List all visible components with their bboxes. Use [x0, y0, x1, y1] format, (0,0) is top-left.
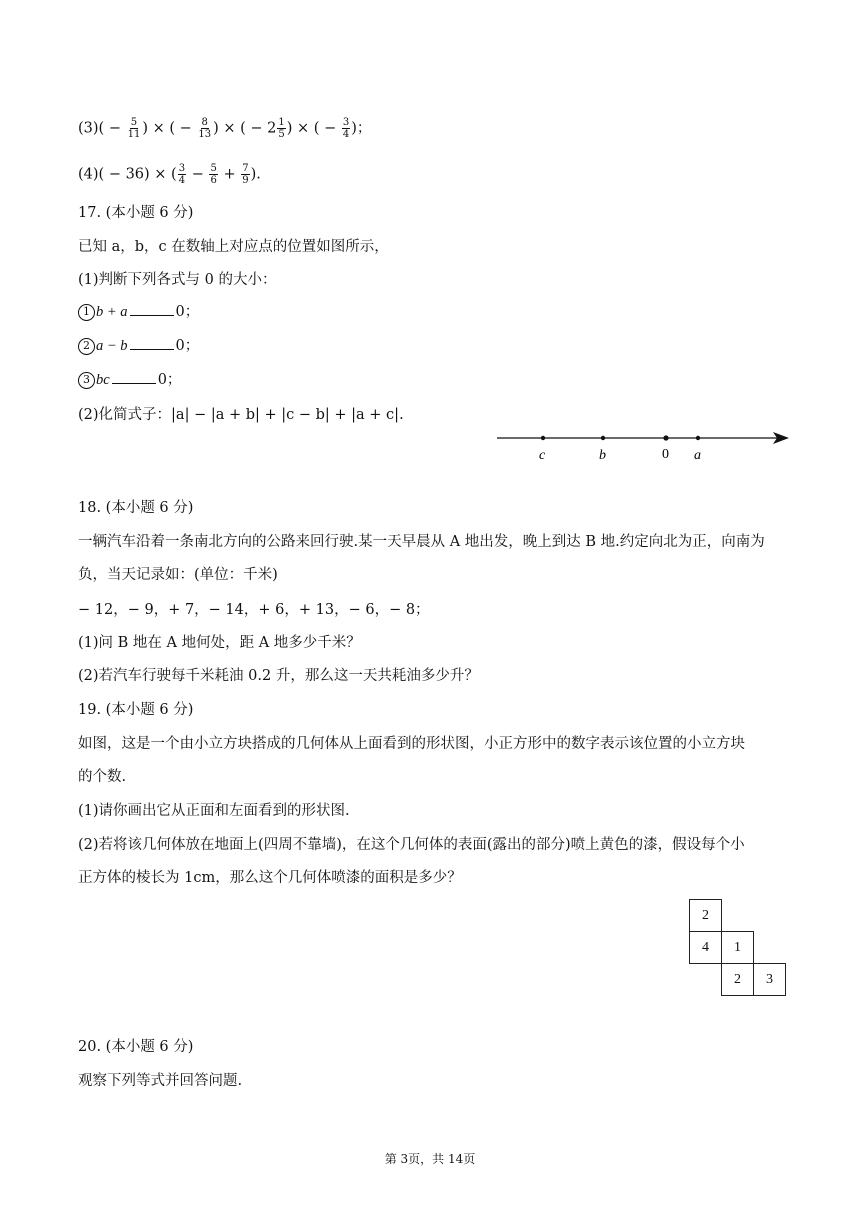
- q19-line1: 如图，这是一个由小立方块搭成的几何体从上面看到的形状图，小正方形中的数字表示该位置的小立方块: [78, 736, 745, 752]
- fraction: $\frac{1}{5}$: [278, 117, 285, 140]
- q16-part4: (4)( − 36) × ( $\frac{3}{4}$ − $\frac{5}{6}$ + $\frac{7}{9}$ ).: [78, 163, 261, 186]
- label-c: c: [539, 448, 546, 463]
- point-c: [541, 436, 545, 440]
- grid-cell: 2: [721, 963, 754, 996]
- answer-blank: [130, 337, 174, 350]
- q17-sub2: 2 a − b 0；: [78, 336, 199, 356]
- number-line-figure: [495, 425, 795, 465]
- answer-blank: [130, 303, 174, 316]
- q17-intro: 已知 a，b，c 在数轴上对应点的位置如图所示，: [78, 239, 389, 255]
- q20-header: 20. (本小题 6 分): [78, 1039, 194, 1055]
- q17-sub3: 3 bc 0；: [78, 370, 181, 390]
- q19-part2a: (2)若将该几何体放在地面上(四周不靠墙)，在这个几何体的表面(露出的部分)喷上黄色的漆，假设每个小: [78, 837, 745, 853]
- fraction: $\frac{7}{9}$: [242, 163, 249, 186]
- q18-line2: 负，当天记录如：(单位：千米): [78, 567, 278, 583]
- point-b: [601, 436, 605, 440]
- fraction: $\frac{5}{6}$: [210, 163, 217, 186]
- q17-part2: (2)化简式子：|a| − |a + b| + |c − b| + |a + c|.: [78, 407, 404, 423]
- q18-values: − 12，− 9，+ 7，− 14，+ 6，+ 13，− 6，− 8；: [78, 602, 430, 618]
- q20-line1: 观察下列等式并回答问题.: [78, 1073, 243, 1089]
- q18-part1: (1)问 B 地在 A 地何处，距 A 地多少千米？: [78, 635, 361, 651]
- q18-header: 18. (本小题 6 分): [78, 500, 194, 516]
- q17-part1: (1)判断下列各式与 0 的大小：: [78, 272, 277, 288]
- q18-part2: (2)若汽车行驶每千米耗油 0.2 升，那么这一天共耗油多少升？: [78, 668, 479, 684]
- fraction: $\frac{5}{11}$: [127, 117, 141, 140]
- q17-header: 17. (本小题 6 分): [78, 205, 194, 221]
- q19-part2b: 正方体的棱长为 1cm，那么这个几何体喷漆的面积是多少？: [78, 870, 462, 886]
- q17-sub1: 1 b + a 0；: [78, 302, 199, 322]
- grid-cell: 2: [689, 899, 722, 932]
- label-a: a: [694, 448, 701, 463]
- q16-part3: (3)( − $\frac{5}{11}$ ) × ( − $\frac{8}{13}$ ) × ( − 2 $\frac{1}{5}$ ) × ( − $\frac{3}{4}$ )；: [78, 117, 372, 140]
- q19-line2: 的个数.: [78, 769, 127, 785]
- fraction: $\frac{8}{13}$: [198, 117, 212, 140]
- q18-line1: 一辆汽车沿着一条南北方向的公路来回行驶.某一天早晨从 A 地出发，晚上到达 B 地.约定向北为正，向南为: [78, 534, 765, 550]
- grid-cell: 1: [721, 931, 754, 964]
- page-footer: 第 3页，共 14页: [384, 1152, 476, 1166]
- grid-cell: 3: [753, 963, 786, 996]
- q19-header: 19. (本小题 6 分): [78, 702, 194, 718]
- q19-part1: (1)请你画出它从正面和左面看到的形状图.: [78, 803, 350, 819]
- fraction: $\frac{3}{4}$: [178, 163, 186, 186]
- answer-blank: [112, 371, 156, 384]
- grid-cell: 4: [689, 931, 722, 964]
- label-b: b: [599, 448, 606, 463]
- point-zero: [663, 435, 668, 440]
- fraction: $\frac{3}{4}$: [342, 117, 350, 140]
- point-a: [696, 436, 700, 440]
- label-zero: 0: [662, 447, 669, 462]
